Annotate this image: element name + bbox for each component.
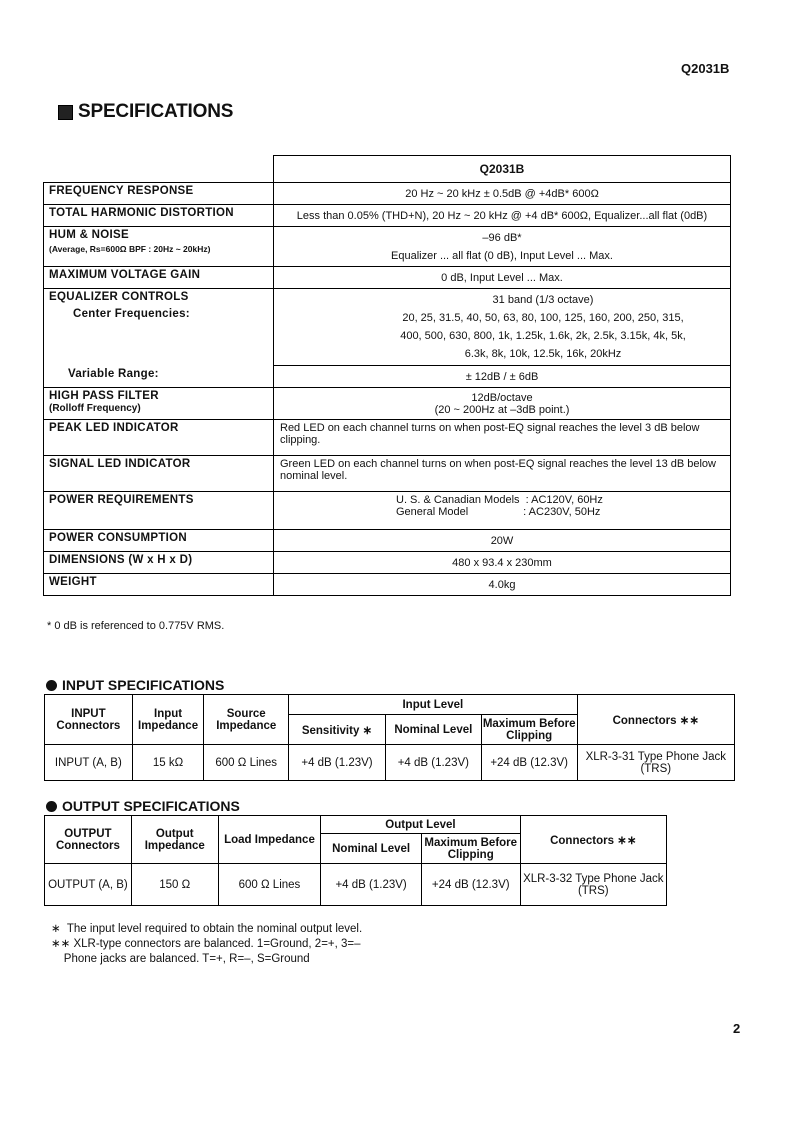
note-phone-jack: Phone jacks are balanced. T=+, R=–, S=Ground xyxy=(51,953,310,965)
table-row xyxy=(44,552,731,574)
table-row xyxy=(44,366,731,388)
nominal-level-value: +4 dB (1.23V) xyxy=(385,745,481,781)
signal-led-label: SIGNAL LED INDICATOR xyxy=(44,456,274,492)
output-spec-table xyxy=(44,815,667,906)
input-level-header: Input Level xyxy=(289,695,577,715)
gain-label: MAXIMUM VOLTAGE GAIN xyxy=(44,267,274,289)
connectors-value: XLR-3-31 Type Phone Jack (TRS) xyxy=(577,745,734,781)
variable-range-label: Variable Range: xyxy=(44,366,274,388)
connectors-header: Connectors ∗∗ xyxy=(577,695,734,745)
table-row xyxy=(44,205,731,227)
freq-value: 20 Hz ~ 20 kHz ± 0.5dB @ +4dB* 600Ω xyxy=(274,183,731,205)
page-number: 2 xyxy=(733,1021,741,1036)
nominal-level-header: Nominal Level xyxy=(385,715,481,745)
max-before-clipping-value: +24 dB (12.3V) xyxy=(481,745,577,781)
connectors-value: XLR-3-32 Type Phone Jack (TRS) xyxy=(520,864,666,906)
hpf-sub-label: (Rolloff Frequency) xyxy=(49,403,141,414)
power-general-value: General Model : AC230V, 50Hz xyxy=(396,506,601,518)
nominal-level-header: Nominal Level xyxy=(321,834,422,864)
output-impedance-value: 150 Ω xyxy=(131,864,218,906)
thd-value: Less than 0.05% (THD+N), 20 Hz ~ 20 kHz @ +4 dB* 600Ω, Equalizer...all flat (0dB) xyxy=(274,205,731,227)
hpf-value: 12dB/octave xyxy=(471,391,533,404)
hum-label: HUM & NOISE xyxy=(49,229,129,241)
consumption-value: 20W xyxy=(274,530,731,552)
dimensions-value: 480 x 93.4 x 230mm xyxy=(274,552,731,574)
input-impedance-header: Input Impedance xyxy=(132,695,204,745)
weight-label: WEIGHT xyxy=(44,574,274,596)
page-title-text: SPECIFICATIONS xyxy=(78,101,234,122)
input-spec-table xyxy=(44,694,735,781)
power-req-label: POWER REQUIREMENTS xyxy=(44,492,274,530)
max-before-clipping-value: +24 dB (12.3V) xyxy=(421,864,520,906)
table-row xyxy=(44,183,731,205)
title-square-icon xyxy=(58,105,73,120)
note-input-level: ∗ The input level required to obtain the nominal output level. xyxy=(51,923,363,935)
load-impedance-header: Load Impedance xyxy=(218,816,321,864)
variable-range-value: ± 12dB / ± 6dB xyxy=(274,366,731,388)
freq-label: FREQUENCY RESPONSE xyxy=(44,183,274,205)
gain-value: 0 dB, Input Level ... Max. xyxy=(274,267,731,289)
table-row xyxy=(44,492,731,530)
max-before-clipping-header: Maximum Before Clipping xyxy=(421,834,520,864)
hum-condition: Equalizer ... all flat (0 dB), Input Level ... Max. xyxy=(391,249,613,262)
output-connectors-value: OUTPUT (A, B) xyxy=(45,864,132,906)
connectors-header: Connectors ∗∗ xyxy=(520,816,666,864)
table-row xyxy=(44,267,731,289)
eq-freq-line: 20, 25, 31.5, 40, 50, 63, 80, 100, 125, 160, 200, 250, 315, xyxy=(402,312,684,324)
table-row xyxy=(44,156,731,183)
table-row xyxy=(44,456,731,492)
source-impedance-value: 600 Ω Lines xyxy=(204,745,289,781)
eq-freq-line: 6.3k, 8k, 10k, 12.5k, 16k, 20kHz xyxy=(464,348,622,360)
table-row xyxy=(45,864,667,906)
table-row xyxy=(45,745,735,781)
table-row xyxy=(45,695,735,715)
input-impedance-value: 15 kΩ xyxy=(132,745,204,781)
input-section-title-text: INPUT SPECIFICATIONS xyxy=(62,677,225,693)
weight-value: 4.0kg xyxy=(274,574,731,596)
model-header: Q2031B xyxy=(274,156,731,183)
peak-led-label: PEAK LED INDICATOR xyxy=(44,420,274,456)
dimensions-label: DIMENSIONS (W x H x D) xyxy=(44,552,274,574)
source-impedance-header: Source Impedance xyxy=(204,695,289,745)
sensitivity-header: Sensitivity ∗ xyxy=(289,715,386,745)
page-title xyxy=(58,101,233,123)
table-row xyxy=(44,388,731,420)
table-row xyxy=(44,227,731,267)
eq-bands: 31 band (1/3 octave) xyxy=(492,294,594,306)
hpf-point: (20 ~ 200Hz at –3dB point.) xyxy=(434,403,570,416)
consumption-label: POWER CONSUMPTION xyxy=(44,530,274,552)
thd-label: TOTAL HARMONIC DISTORTION xyxy=(44,205,274,227)
input-connectors-header: INPUT Connectors xyxy=(45,695,133,745)
table-row xyxy=(45,816,667,834)
note-xlr: ∗∗ XLR-type connectors are balanced. 1=Ground, 2=+, 3=– xyxy=(51,938,361,950)
sensitivity-value: +4 dB (1.23V) xyxy=(289,745,386,781)
max-before-clipping-header: Maximum Before Clipping xyxy=(481,715,577,745)
footnote: * 0 dB is referenced to 0.775V RMS. xyxy=(47,620,225,632)
signal-led-value: Green LED on each channel turns on when post-EQ signal reaches the level 13 dB below nominal level. xyxy=(274,456,731,492)
hum-value: –96 dB* xyxy=(482,231,522,244)
bullet-icon xyxy=(46,801,57,812)
eq-freq-line: 400, 500, 630, 800, 1k, 1.25k, 1.6k, 2k, 2.5k, 3.15k, 4k, 5k, xyxy=(400,330,686,342)
table-row xyxy=(44,289,731,366)
output-impedance-header: Output Impedance xyxy=(131,816,218,864)
table-row xyxy=(44,530,731,552)
output-level-header: Output Level xyxy=(321,816,520,834)
table-row xyxy=(44,574,731,596)
eq-label: EQUALIZER CONTROLS xyxy=(49,291,189,303)
nominal-level-value: +4 dB (1.23V) xyxy=(321,864,422,906)
table-row xyxy=(44,420,731,456)
model-number: Q2031B xyxy=(681,61,730,76)
peak-led-value: Red LED on each channel turns on when post-EQ signal reaches the level 3 dB below clipping. xyxy=(274,420,731,456)
eq-center-label: Center Frequencies: xyxy=(73,308,190,320)
output-connectors-header: OUTPUT Connectors xyxy=(45,816,132,864)
output-section-title xyxy=(46,798,240,814)
input-connectors-value: INPUT (A, B) xyxy=(45,745,133,781)
power-us-value: U. S. & Canadian Models : AC120V, 60Hz xyxy=(396,494,603,506)
output-section-title-text: OUTPUT SPECIFICATIONS xyxy=(62,798,240,814)
bullet-icon xyxy=(46,680,57,691)
load-impedance-value: 600 Ω Lines xyxy=(218,864,321,906)
hum-sub-label: (Average, Rs=600Ω BPF : 20Hz ~ 20kHz) xyxy=(49,244,211,254)
notes xyxy=(51,922,362,967)
hpf-label: HIGH PASS FILTER xyxy=(49,390,159,402)
specifications-table xyxy=(43,155,731,596)
input-section-title xyxy=(46,677,224,693)
